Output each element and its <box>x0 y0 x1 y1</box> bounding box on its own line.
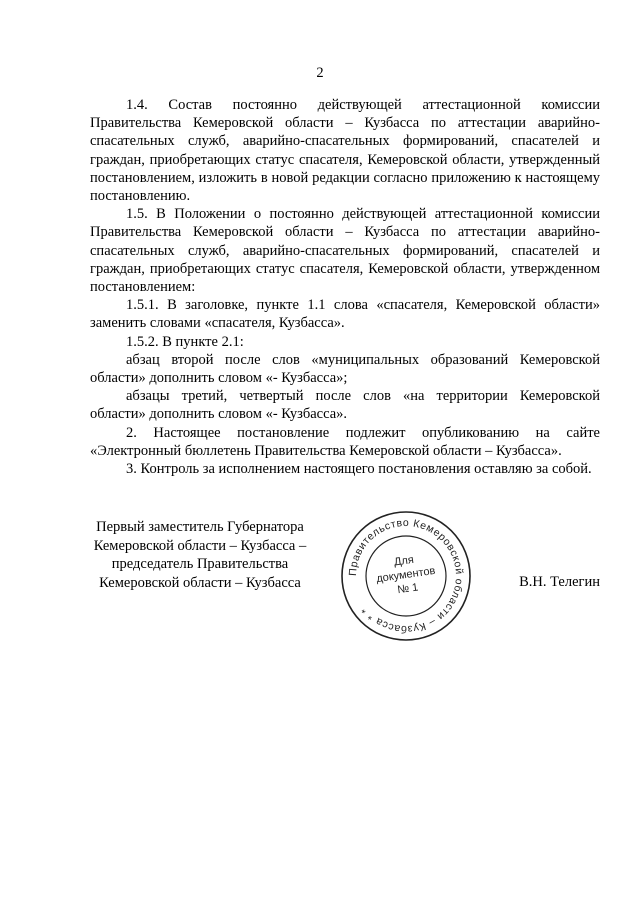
page-number: 2 <box>316 65 324 81</box>
signatory-name: В.Н. Телегин <box>519 574 600 590</box>
paragraph-abzac-2: абзац второй после слов «муниципальных образований Кемеровской области» дополнить словом «- Кузбасса»; <box>90 351 600 387</box>
seal-graphic <box>338 508 474 644</box>
paragraph-1-5-2: 1.5.2. В пункте 2.1: <box>126 333 244 350</box>
seal-ring-text: Правительство Кемеровской области – Кузбасса * * <box>346 516 466 636</box>
paragraph-3: 3. Контроль за исполнением настоящего постановления оставляю за собой. <box>126 461 592 478</box>
seal-center-line-2: документов <box>375 564 437 586</box>
official-seal-stamp <box>338 508 474 644</box>
paragraph-2: 2. Настоящее постановление подлежит опубликованию на сайте «Электронный бюллетень Правительства Кемеровской области – Кузбасса». <box>90 424 600 459</box>
seal-center-line-3: № 1 <box>396 581 420 597</box>
paragraph-1-4: 1.4. Состав постоянно действующей аттестационной комиссии Правительства Кемеровской области – Кузбасса по аттестации аварийно-спасательных служб, аварийно-спасательных формирований, спасателей и граждан, приобретающих статус спасателя, Кемеровской области, утвержденный постановлением, изложить в новой редакции согласно приложению к настоящему постановлению. <box>90 97 600 205</box>
signatory-title-line: Кемеровской области – Кузбасса – <box>93 537 307 554</box>
paragraph-abzac-3-4: абзацы третий, четвертый после слов «на территории Кемеровской области» дополнить словом «- Кузбасса». <box>90 388 600 423</box>
signatory-title-line: Кемеровской области – Кузбасса <box>99 574 301 591</box>
document-body <box>90 96 600 478</box>
signatory-title-line: Первый заместитель Губернатора <box>96 519 304 535</box>
signatory-title-line: председатель Правительства <box>111 556 289 572</box>
paragraph-1-5: 1.5. В Положении о постоянно действующей аттестационной комиссии Правительства Кемеровской области – Кузбасса по аттестации аварийно-спасательных служб, аварийно-спасательных формирований, спасателей и граждан, приобретающих статус спасателя, Кемеровской области, утвержденном постановлением: <box>90 206 600 296</box>
seal-center-line-1: Для <box>393 553 415 569</box>
paragraph-1-5-1: 1.5.1. В заголовке, пункте 1.1 слова «спасателя, Кемеровской области» заменить словами «спасателя, Кузбасса». <box>90 297 600 332</box>
signatory-title <box>80 518 320 592</box>
